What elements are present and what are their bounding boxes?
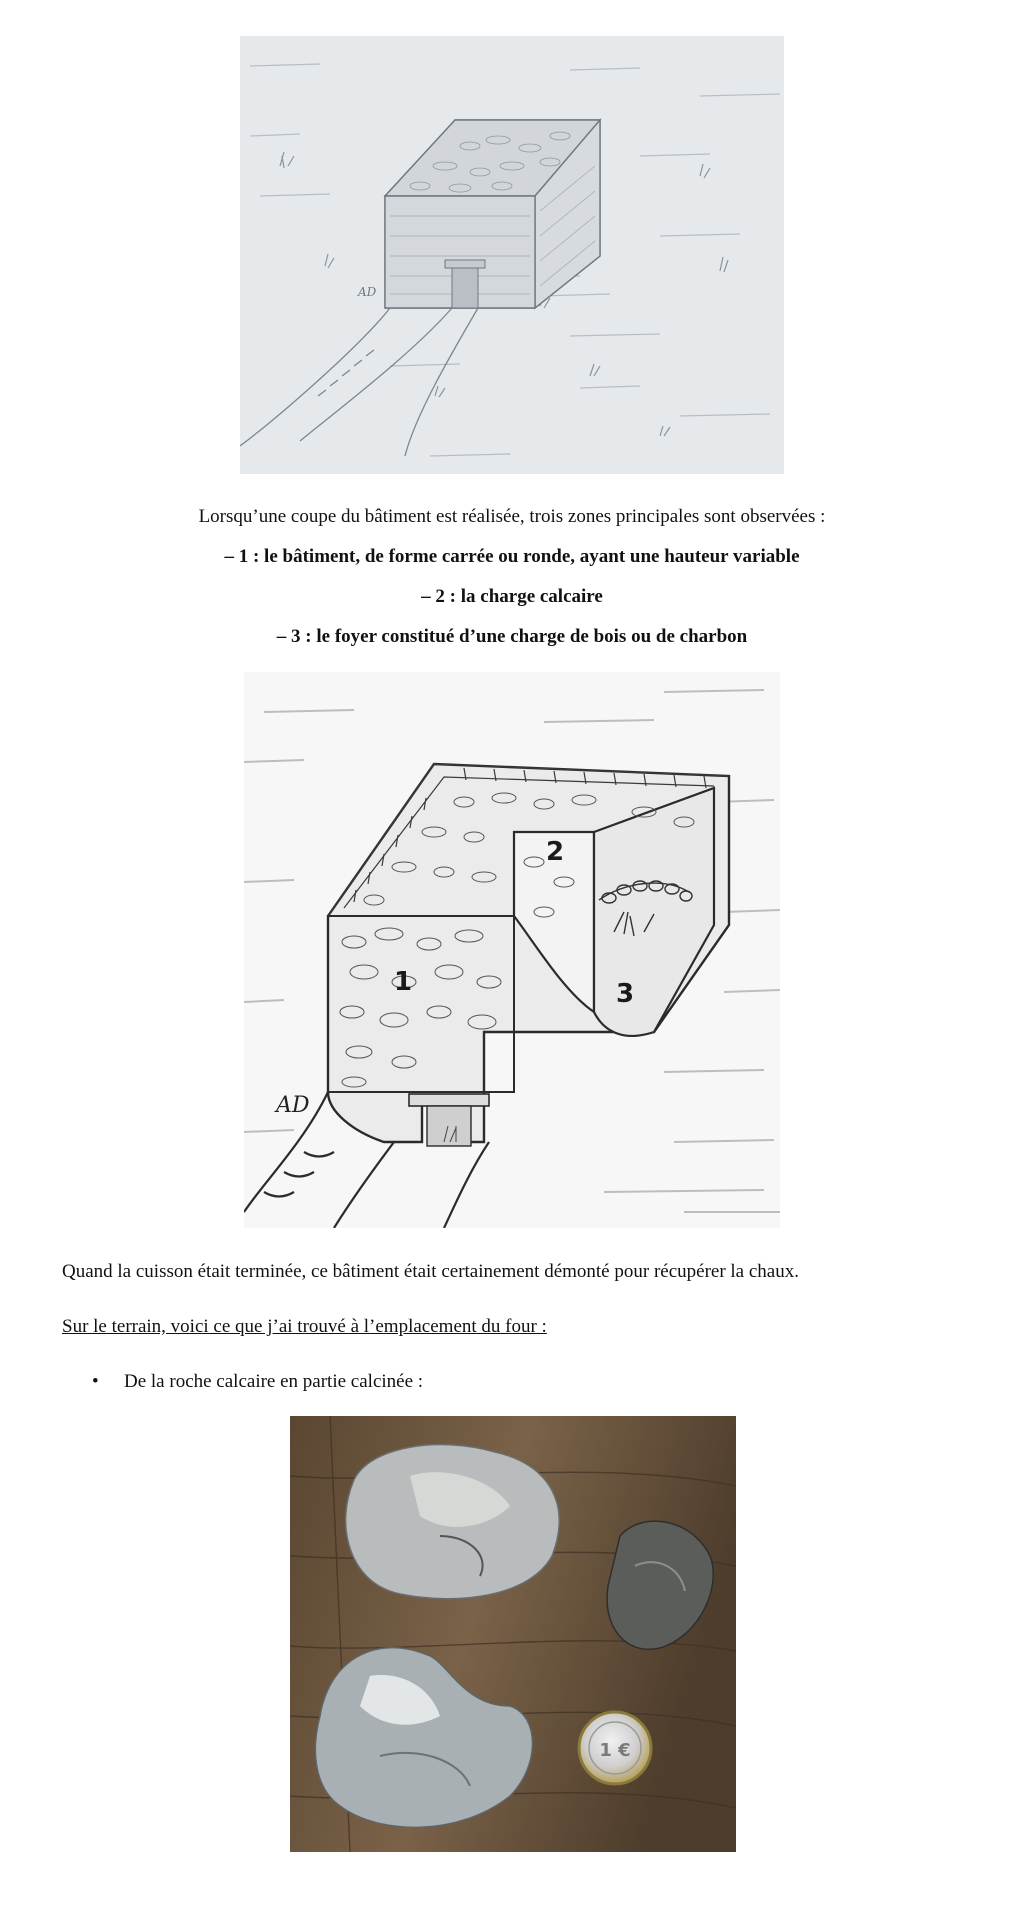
field-heading: Sur le terrain, voici ce que j’ai trouvé à l’emplacement du four : xyxy=(62,1316,547,1337)
coin-value: 1 € xyxy=(599,1740,631,1761)
zone-1-text: – 1 : le bâtiment, de forme carrée ou ronde, ayant une hauteur variable xyxy=(224,546,800,567)
sketch-signature: AD xyxy=(276,1093,310,1118)
zone-label-1: 1 xyxy=(394,967,413,997)
stones-photo xyxy=(290,1416,736,1852)
zone-label-2: 2 xyxy=(546,837,565,867)
conclusion-text: Quand la cuisson était terminée, ce bâtiment était certainement démonté pour récupérer la chaux. xyxy=(62,1261,799,1282)
bullet-marker: • xyxy=(92,1371,99,1392)
zone-label-3: 3 xyxy=(616,979,635,1009)
intro-text: Lorsqu’une coupe du bâtiment est réalisée, trois zones principales sont observées : xyxy=(198,506,826,527)
bullet-item: De la roche calcaire en partie calcinée : xyxy=(124,1371,424,1392)
sketch-signature: AD xyxy=(358,285,377,299)
zone-2-text: – 2 : la charge calcaire xyxy=(421,586,603,607)
kiln-section-sketch xyxy=(244,672,780,1228)
kiln-exterior-sketch xyxy=(240,36,784,474)
zone-3-text: – 3 : le foyer constitué d’une charge de bois ou de charbon xyxy=(276,626,748,647)
